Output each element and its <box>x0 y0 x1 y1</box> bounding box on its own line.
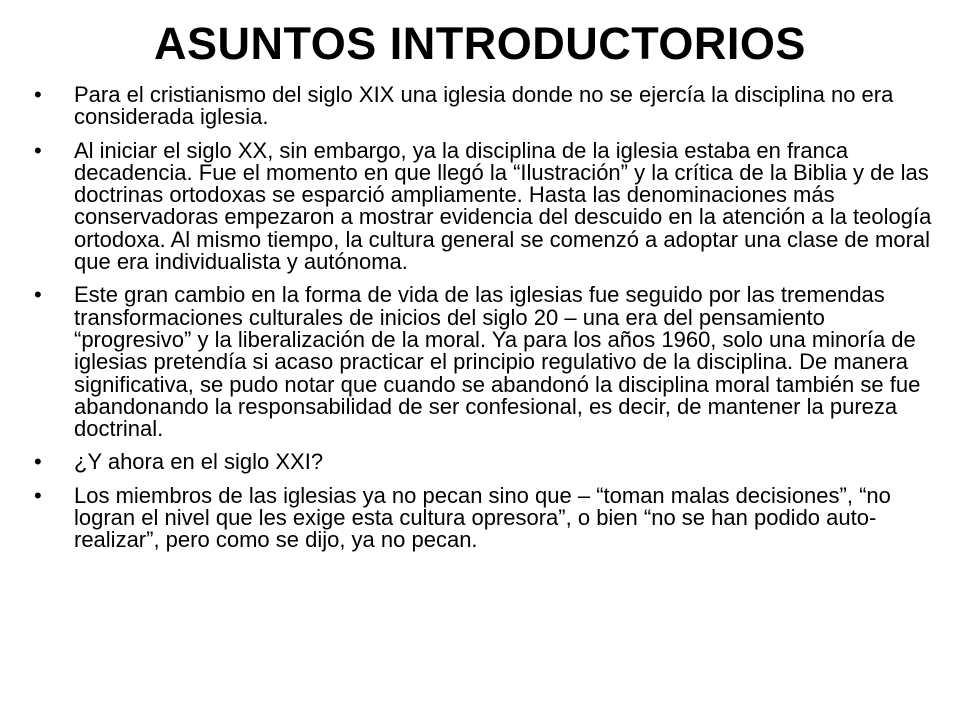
bullet-text: Al iniciar el siglo XX, sin embargo, ya la disciplina de la iglesia estaba en franca decadencia. Fue el momento en que llegó la “Ilustración” y la crítica de la Biblia y de las doctrinas ortodoxas se esparció ampliamente. Hasta las denominaciones más conservadoras empezaron a mostrar evidencia del descuido en la atención a la teología ortodoxa. Al mismo tiempo, la cultura general se comenzó a adoptar una clase de moral que era individualista y autónoma. <box>74 137 932 275</box>
bullet-dot: • <box>34 282 42 308</box>
bullet-text: Los miembros de las iglesias ya no pecan sino que – “toman malas decisiones”, “no logran el nivel que les exige esta cultura opresora”, o bien “no se han podido auto- realizar”, pero como se dijo, ya no pecan. <box>74 482 891 553</box>
slide-title: ASUNTOS INTRODUCTORIOS <box>154 18 806 69</box>
bullet-text: Para el cristianismo del siglo XIX una iglesia donde no se ejercía la disciplina no era considerada iglesia. <box>74 82 894 130</box>
bullet-dot: • <box>34 137 42 163</box>
bullet-text: ¿Y ahora en el siglo XXI? <box>74 449 324 475</box>
bullet-item <box>34 137 932 275</box>
bullet-dot: • <box>34 449 42 475</box>
bullet-item <box>34 84 932 129</box>
bullet-dot: • <box>34 482 42 508</box>
bullet-item <box>34 284 932 440</box>
bullet-item <box>34 451 932 473</box>
bullet-dot: • <box>34 82 42 107</box>
bullet-list <box>34 84 932 563</box>
bullet-text: Este gran cambio en la forma de vida de las iglesias fue seguido por las tremendas transformaciones culturales de inicios del siglo 20 – una era del pensamiento “progresivo” y la liberalización de la moral. Ya para los años 1960, solo una minoría de iglesias pretendía si acaso practicar el principio regulativo de la disciplina. De manera significativa, se pudo notar que cuando se abandonó la disciplina moral también se fue abandonando la responsabilidad de ser confesional, es decir, de mantener la pureza doctrinal. <box>74 282 921 442</box>
bullet-item <box>34 482 932 553</box>
